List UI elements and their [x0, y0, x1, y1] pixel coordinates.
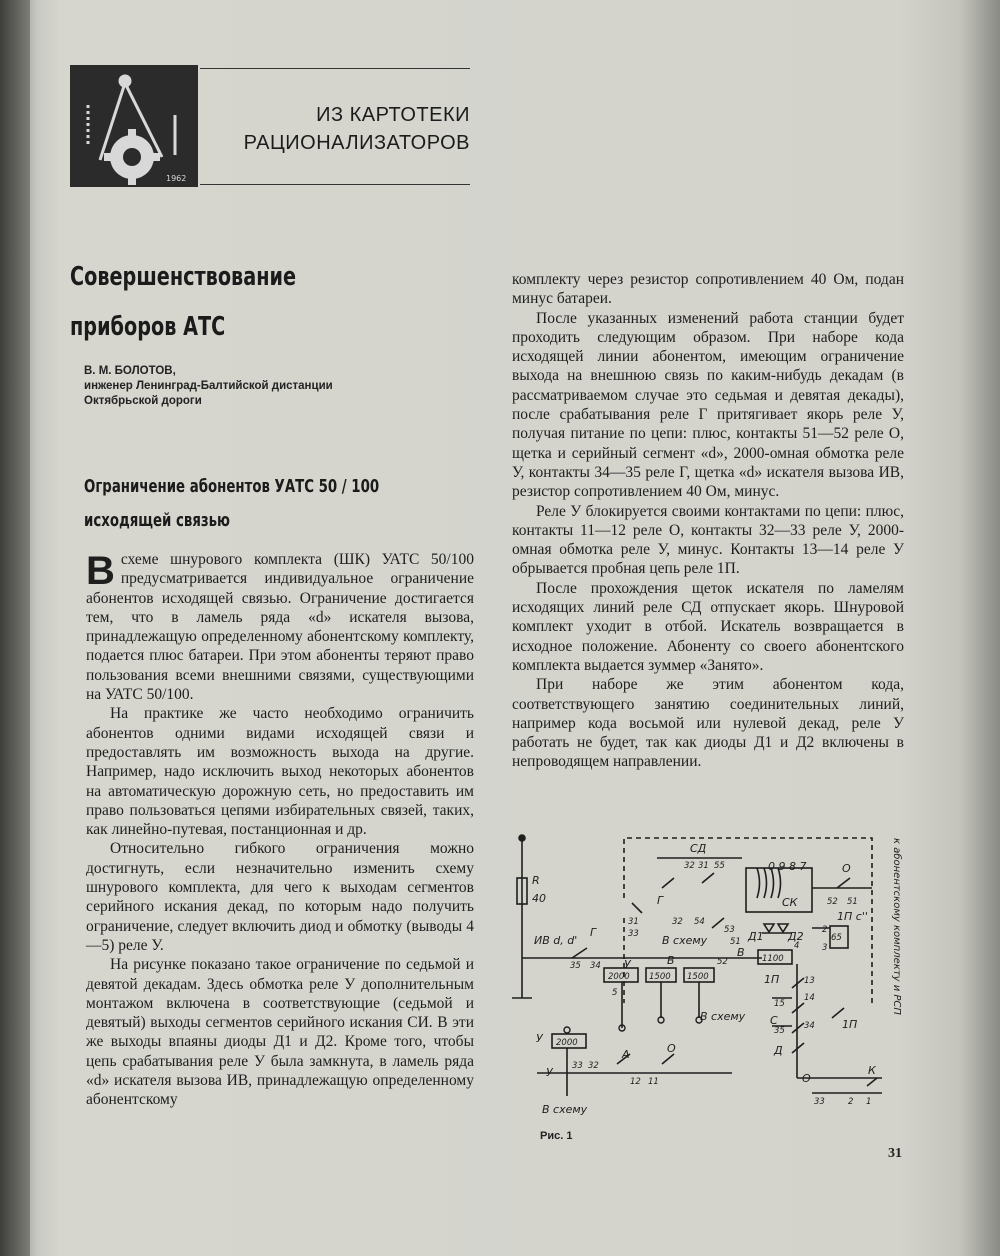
- label-g-2: Г: [657, 894, 664, 907]
- paragraph: Относительно гибкого ограничения можно достигнуть, если незначительно изменить схему шнурового комплекта, для чего к выходам сегментов серийного искания декад, по которым надо получить ограничение, следует включить диод и обмотку (выводы 4—5) реле У.: [86, 840, 474, 954]
- pin-11: 11: [648, 1077, 659, 1087]
- circuit-diagram: [512, 828, 902, 1128]
- pin-3: 3: [822, 943, 828, 953]
- label-a: А: [622, 1048, 630, 1061]
- pin-51: 51: [730, 937, 741, 947]
- compass-gear-icon: [70, 65, 198, 187]
- pin-5: 5: [612, 988, 618, 998]
- label-g-1: Г: [590, 926, 597, 939]
- relay-u-2000: 2000: [556, 1038, 578, 1048]
- author-organization: Октябрьской дороги: [84, 395, 202, 407]
- label-o-3: О: [802, 1072, 811, 1085]
- left-column: [86, 550, 474, 1110]
- paragraph: Реле У блокируется своими контактами по цепи: плюс, контакты 11—12 реле О, контакты 32—33 реле У, 2000-омная обмотка реле У, минус. Контакты 13—14 реле У обрывается пробная цепь реле 1П.: [512, 502, 904, 578]
- paragraph: После указанных изменений работа станции будет проходить следующим образом. При наборе кода исходящей линии абонентом, имеющим ограничение выхода на внешнюю связь по каким-нибудь декадам (в рассматриваемом случае это седьмая и девятая декады), после срабатывания реле Г притягивает якорь реле У, получая питание по цепи: плюс, контакты 51—52 реле О, щетка и серийный сегмент «d», 2000-омная обмотка реле У, контакты 34—35 реле Г, щетка «d» искателя вызова ИВ, резистор сопротивлением 40 Ом, минус.: [512, 309, 904, 501]
- header-rule-bottom: [200, 184, 470, 185]
- pin-33b: 33: [572, 1061, 583, 1071]
- label-r: R: [532, 874, 540, 887]
- paragraph: На рисунке показано такое ограничение по седьмой и девятой декадам. Здесь обмотка реле У дополнительным монтажом включена в соответствующие (седьмой и девятый) выходы сегментов серийного искания СИ. В эти же выходы впаяны диоды Д1 и Д2. Кроме того, чтобы цепь срабатывания реле У была замкнута, в ламель ряда «d» искателя вызова ИВ, принадлежащую определенному абонентскому: [86, 956, 474, 1109]
- label-iv: ИВ d, d': [534, 934, 578, 947]
- pin-1: 1: [866, 1097, 872, 1107]
- label-1p-2: 1П: [842, 1018, 858, 1031]
- label-sk: СК: [782, 896, 798, 909]
- pin-52b: 52: [827, 897, 838, 907]
- side-note: к абонентскому комплекту и РСП: [891, 838, 902, 1015]
- relay-2000: 2000: [608, 972, 630, 982]
- pin-35b: 35: [774, 1026, 785, 1036]
- article-title-line-2: приборов АТС: [70, 312, 226, 342]
- pin-15: 15: [774, 999, 785, 1009]
- pin-54: 54: [694, 917, 705, 927]
- right-column: [512, 270, 904, 772]
- pin-52: 52: [717, 957, 728, 967]
- label-r-value: 40: [532, 892, 546, 905]
- section-title-line-2: исходящей связью: [84, 510, 230, 531]
- label-o-2: О: [667, 1042, 676, 1055]
- article-title-line-1: Совершенствование: [70, 262, 297, 292]
- page-number: 31: [888, 1146, 902, 1161]
- section-title-line-1: Ограничение абонентов УАТС 50 / 100: [84, 476, 380, 497]
- label-v-schemu-3: В схему: [542, 1103, 588, 1116]
- pin-12: 12: [630, 1077, 641, 1087]
- pin-33: 33: [628, 929, 639, 939]
- paragraph: Всхеме шнурового комплекта (ШК) УАТС 50/100 предусматривается индивидуальное ограничение абонентов исходящей связью. Ограничение достигается тем, что в ламель ряда «d» искателя вызова, принадлежащую определенному абонентскому комплекту, подается плюс батареи. При этом абоненты теряют право пользования всеми внешними связями, существующими на УАТС 50/100.: [86, 549, 474, 704]
- label-1p-1: 1П: [764, 973, 780, 986]
- paragraph: На практике же часто необходимо ограничить абонентов одними видами исходящей связи и предоставлять им возможность выхода на другие. Например, надо исключить выход некоторых абонентов на автоматическую дорожную сеть, но предоставить им право пользоваться цепями избирательных связей, таких, как линейно-путевая, постанционная и др.: [86, 705, 474, 839]
- label-v-2: В: [737, 946, 745, 959]
- drop-cap: В: [86, 549, 115, 593]
- label-v-schemu-2: В схему: [700, 1010, 746, 1023]
- paragraph: При наборе же этим абонентом кода, соответствующего занятию соединительных линий, например кода восьмой или нулевой декад, реле У работать не будет, так как диоды Д1 и Д2 включены в непроводящем направлении.: [512, 676, 904, 771]
- paragraph: После прохождения щеток искателя по ламелям исходящих линий реле СД отпускает якорь. Шнуровой комплект уходит в отбой. Искатель возвращается в исходное положение. Абоненту со своего абонентского комплекта выдается зуммер «Занято».: [512, 579, 904, 674]
- label-u: У: [624, 958, 631, 971]
- book-spine: [0, 0, 30, 1256]
- pin-4: 4: [794, 941, 800, 951]
- label-sd: СД: [690, 842, 707, 855]
- figure-caption: Рис. 1: [540, 1130, 573, 1142]
- pin-31: 31: [698, 861, 709, 871]
- label-d1: Д1: [748, 930, 764, 943]
- pin-31b: 31: [628, 917, 639, 927]
- label-o-1: О: [842, 862, 851, 875]
- pin-2: 2: [848, 1097, 854, 1107]
- author-name: В. М. БОЛОТОВ,: [84, 365, 176, 377]
- label-k: К: [868, 1064, 876, 1077]
- pin-51b: 51: [847, 897, 858, 907]
- pin-34b: 34: [804, 1021, 815, 1031]
- header-rule-top: [200, 68, 470, 69]
- pin-32c: 32: [588, 1061, 599, 1071]
- pin-35: 35: [570, 961, 581, 971]
- label-d2: Д2: [788, 930, 804, 943]
- pin-55: 55: [714, 861, 725, 871]
- logo-year: 1962: [166, 174, 187, 183]
- label-u-3: У: [546, 1066, 553, 1079]
- author-position: инженер Ленинград-Балтийской дистанции: [84, 380, 333, 392]
- pin-33c: 33: [814, 1097, 825, 1107]
- pin-34: 34: [590, 961, 601, 971]
- relay-65: 65: [831, 933, 842, 943]
- label-digits: 0 9 8 7: [768, 860, 807, 873]
- label-v: В: [667, 954, 675, 967]
- rubric-logo: [70, 65, 198, 187]
- rubric-line-1: ИЗ КАРТОТЕКИ: [316, 104, 470, 126]
- pin-32b: 32: [672, 917, 683, 927]
- relay-1500-b: 1500: [687, 972, 709, 982]
- label-v-schemu-1: В схему: [662, 934, 708, 947]
- author-block: [84, 364, 404, 409]
- label-u-2: У: [536, 1032, 543, 1045]
- relay-1500-a: 1500: [649, 972, 671, 982]
- relay-1100: 1100: [762, 954, 784, 964]
- paragraph: комплекту через резистор сопротивлением 40 Ом, подан минус батареи.: [512, 271, 904, 308]
- pin-14: 14: [804, 993, 815, 1003]
- pin-32: 32: [684, 861, 695, 871]
- pin-2b: 2: [822, 925, 828, 935]
- label-d: Д: [774, 1044, 783, 1057]
- pin-53: 53: [724, 925, 735, 935]
- label-1p-c: 1П c'': [837, 910, 868, 923]
- pin-13: 13: [804, 976, 815, 986]
- rubric-line-2: РАЦИОНАЛИЗАТОРОВ: [243, 132, 470, 154]
- label-s: С: [770, 1014, 778, 1027]
